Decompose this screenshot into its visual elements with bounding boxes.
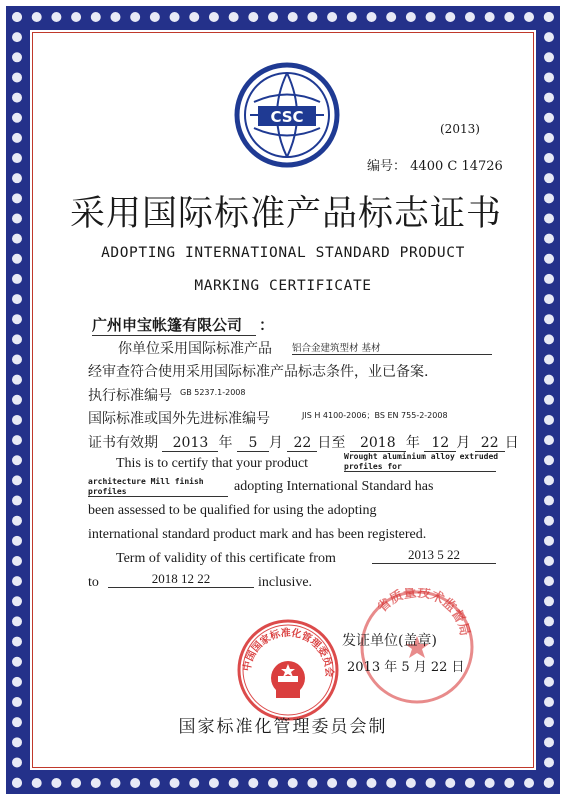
cert-no-value: 4400 C 14726 (410, 159, 503, 174)
adopt-text: 你单位采用国际标准产品 (118, 341, 272, 357)
product-name-cn: 铝合金建筑型材 基材 (292, 340, 492, 355)
title-english-line1: ADOPTING INTERNATIONAL STANDARD PRODUCT (101, 245, 465, 261)
registered-text: international standard product mark and has been registered. (88, 527, 427, 542)
product-en-line4: profiles (88, 487, 228, 497)
company-name: 广州申宝帐篷有限公司 (92, 314, 256, 336)
product-en-line2: profiles for (344, 462, 496, 472)
to-day: 22 (475, 435, 505, 452)
term-from-date: 2013 5 22 (372, 547, 496, 564)
product-en-line1: Wrought aluminium alloy extruded (344, 452, 499, 461)
inclusive-text: inclusive. (258, 575, 313, 590)
from-day: 22 (287, 435, 317, 452)
national-seal (236, 618, 340, 722)
assessed-text: been assessed to be qualified for using the adopting (88, 503, 377, 518)
term-text: Term of validity of this certificate from (116, 551, 336, 566)
validity-row (88, 432, 519, 452)
to-year: 2018 (350, 435, 406, 452)
term-to-date: 2018 12 22 (108, 571, 254, 588)
to-year-unit: 年 (405, 435, 420, 451)
provincial-seal-text: 省质量技术监督局 (374, 588, 472, 638)
to-word: to (88, 575, 99, 590)
review-text: 经审查符合使用采用国际标准产品标志条件，业已备案. (88, 364, 429, 380)
from-day-unit: 日至 (317, 435, 346, 451)
from-year-unit: 年 (218, 435, 233, 451)
issuer-label: 发证单位(盖章) (342, 633, 437, 649)
national-seal-text: 中国国家标准化管理委员会 (241, 627, 335, 678)
intl-standard-value: JIS H 4100-2006；BS EN 755-2-2008 (302, 411, 448, 420)
to-month: 12 (424, 435, 456, 452)
issue-date: 2013 年 5 月 22 日 (347, 660, 465, 675)
csc-logo (234, 62, 340, 168)
standard-value: GB 5237.1-2008 (180, 388, 246, 397)
from-month-unit: 月 (268, 435, 283, 451)
product-en-line3: architecture Mill finish (88, 477, 204, 486)
to-day-unit: 日 (504, 435, 519, 451)
intl-standard-label: 国际标准或国外先进标准编号 (88, 411, 270, 427)
footer-issuer: 国家标准化管理委员会制 (178, 717, 388, 737)
cert-no-label: 编号： (367, 159, 407, 174)
from-month: 5 (237, 435, 269, 452)
logo-text: CSC (270, 108, 304, 126)
certificate-number (367, 155, 503, 174)
adopting-text: adopting International Standard has (234, 479, 434, 494)
company-colon: ： (259, 316, 275, 334)
from-year: 2013 (162, 435, 218, 452)
certificate-year: (2013) (440, 122, 480, 136)
title-chinese: 采用国际标准产品标志证书 (70, 194, 503, 234)
standard-label: 执行标准编号 (88, 388, 172, 404)
validity-label: 证书有效期 (88, 435, 158, 451)
certify-prefix: This is to certify that your product (116, 456, 309, 471)
title-english-line2: MARKING CERTIFICATE (194, 278, 372, 294)
to-month-unit: 月 (456, 435, 471, 451)
